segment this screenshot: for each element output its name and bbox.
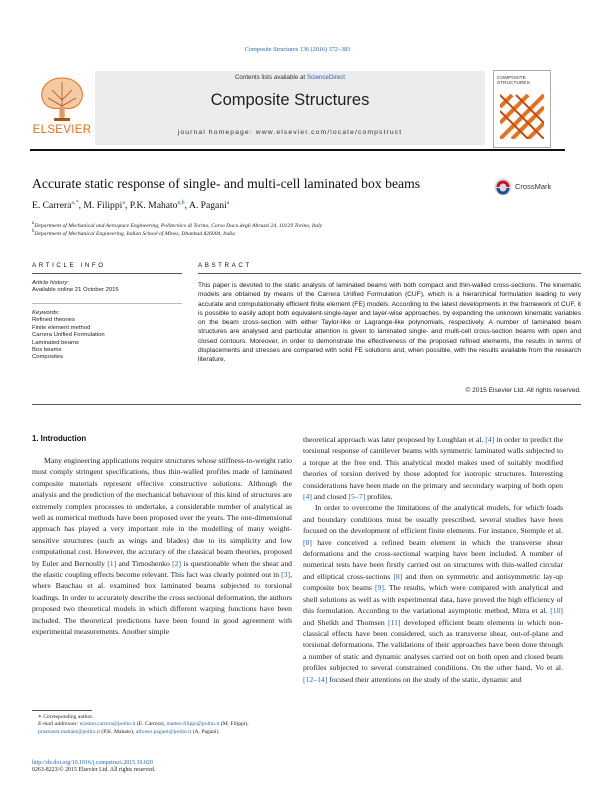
email-owner: (P.K. Mahato), <box>100 728 136 735</box>
keyword: Refined theories <box>32 317 75 324</box>
body-text: have conceived a refined beam element in which the transverse shear deformations and the cross-sectional warping have been included. A number of numerical tests have been firstly carried out on structures with thin-walled circular and elliptical cross-sections <box>303 537 563 581</box>
cover-pattern-icon <box>500 93 544 139</box>
citation-link[interactable]: [8] <box>303 537 312 547</box>
section-heading: 1. Introduction <box>32 434 87 443</box>
author-affiliation-mark[interactable]: a,b <box>177 200 185 206</box>
keyword: Box beams <box>32 347 62 354</box>
email-link[interactable]: alfonso.pagani@polito.it <box>135 728 192 735</box>
email-link[interactable]: prashanta.mahato@polito.it <box>38 728 101 735</box>
keyword: Composites <box>32 354 64 361</box>
citation-link[interactable]: [9] <box>375 583 384 593</box>
body-paragraph <box>303 502 563 685</box>
body-text: focused their attentions on the study of the static, dynamic and <box>327 674 522 684</box>
divider <box>32 404 581 405</box>
author-list <box>32 200 502 211</box>
body-text: profiles. <box>365 492 393 502</box>
footnote-rule <box>32 710 92 711</box>
keyword: Carrera Unified Formulation <box>32 332 105 339</box>
body-text: in order to predict the torsional response of cantilever beams with symmetric laminated walls subjected to a torque at the free end. This analytical model makes used of suitably modified theories of torsion derived by those adopted for isotropic structures. Interesting considerations have been made on the primary and secondary warping of both open <box>303 435 563 490</box>
author-name[interactable]: P.K. Mahato <box>129 200 178 212</box>
crossmark-icon <box>494 178 512 196</box>
citation-link[interactable]: [4] <box>303 492 312 502</box>
doi-link[interactable]: http://dx.doi.org/10.1016/j.compstruct.2015.10.020 <box>32 760 153 766</box>
author-affiliation-mark[interactable]: a <box>226 200 230 206</box>
author-name[interactable]: M. Filippi <box>83 200 123 212</box>
body-text: and then on symmetric and antisymmetric lay-up composite box beams <box>303 571 563 593</box>
history-label: Article history: <box>32 280 69 286</box>
body-text: is questionable when the shear and the elastic coupling effects become relevant. This fact was clearly pointed out in <box>32 558 293 580</box>
citation-link[interactable]: [11] <box>387 617 401 627</box>
citation-link[interactable]: [12–14] <box>303 674 328 684</box>
email-label: E-mail addresses: <box>38 721 79 728</box>
affiliation-mark: a <box>32 221 35 226</box>
author-affiliation-mark[interactable]: a,* <box>71 200 79 206</box>
email-owner: (A. Pagani). <box>191 728 220 735</box>
divider <box>198 273 581 274</box>
email-owner: (M. Filippi), <box>219 721 249 728</box>
header-rule <box>30 149 565 151</box>
cover-title: COMPOSITE STRUCTURES <box>497 76 530 86</box>
citation-link[interactable]: [1] <box>107 558 117 568</box>
footnote <box>32 714 294 736</box>
keywords-label: Keywords: <box>32 310 60 316</box>
body-left-column <box>32 455 292 638</box>
keywords-block <box>32 310 182 362</box>
email-owner: (E. Carrera), <box>135 721 167 728</box>
author-separator: , <box>124 200 130 212</box>
abstract-copyright: © 2015 Elsevier Ltd. All rights reserved. <box>465 387 581 394</box>
citation-link[interactable]: [4] <box>485 435 495 444</box>
elsevier-tree-icon <box>32 70 92 124</box>
affiliation-text: Department of Mechanical Engineering, Indian School of Mines, Dhanbad 826004, India <box>34 230 235 237</box>
body-text: and Sheikh and Thomsen <box>303 617 388 627</box>
journal-cover[interactable] <box>493 70 551 148</box>
doi-block <box>32 760 294 774</box>
body-text: , where Bauchau et al. examined box laminated beams subjected to torsional loadings. In order to accurately describe the cross sectional deformation, the authors proposed two theoretical models in which different warping functions have been included. The theoretical predictions have been found in good agreement with experimental measurements. Another simple <box>32 570 292 637</box>
citation-link[interactable]: [2] <box>172 558 182 568</box>
citation-link[interactable]: [3] <box>281 570 291 580</box>
affiliation-mark: b <box>32 229 35 234</box>
journal-title: Composite Structures <box>210 91 370 109</box>
body-text: developed efficient beam elements in which non-classical effects have been considered, such as transverse shear, out-of-plane and torsional deformations. The validations of their approaches have been done through a number of static and dynamic analyses carried out on both open and closed beam profiles subjected to several constrained conditions. On the other hand, Vo et al. <box>303 617 563 673</box>
citation-link[interactable]: [8] <box>393 571 403 581</box>
author-separator: , <box>184 200 189 212</box>
abstract-text: This paper is devoted to the static analysis of laminated beams with both compact and thin-walled cross-sections. The kinematic models are obtained by means of the Carrera Unified Formulation (CUF), which is a hierarchical formulation leading to very accurate and computationally efficient finite element (FE) models. According to the latest developments in the framework of CUF, it is possible to easily adopt both equivalent-single-layer and layer-wise approaches, by expanding the unknown kinematic variables on the beam cross-section with either Taylor-like or Lagrange-like polynomials, respectively. A number of laminated beam structures are analysed and particular attention is given to laminated single- and multi-cell cross-section beams with open and closed contours. Moreover, in order to demonstrate the effectiveness of the proposed refined elements, the results in terms of displacements and stresses are compared with solid FE solutions and, when possible, with the results available from the research literature. <box>198 282 581 364</box>
corresponding-author: ∗ Corresponding author. <box>38 714 94 720</box>
article-history <box>32 280 182 295</box>
divider <box>32 303 182 304</box>
journal-citation[interactable]: Composite Structures 136 (2016) 372–383 <box>244 46 351 53</box>
sciencedirect-link[interactable]: ScienceDirect <box>306 74 346 81</box>
citation-link[interactable]: [10] <box>550 606 563 616</box>
abstract-heading: ABSTRACT <box>198 262 252 269</box>
issn-copyright: 0263-8223/© 2015 Elsevier Ltd. All rights reserved. <box>32 767 156 774</box>
contents-prefix: Contents lists available at <box>234 74 307 81</box>
affiliation <box>32 229 552 237</box>
author-affiliation-mark[interactable]: a <box>122 200 125 206</box>
body-text: and Timoshenko <box>116 558 173 568</box>
article-info-heading: ARTICLE INFO <box>32 262 106 269</box>
body-text: In order to overcome the limitations of the analytical models, for which loads and boundary conditions must be usually prescribed, several studies have been focused on the development of efficient finite elements. For instance, Stemple et al. <box>303 503 563 536</box>
history-value: Available online 21 October 2015 <box>32 287 119 294</box>
email-list <box>32 721 294 736</box>
body-right-column <box>303 434 563 685</box>
email-link[interactable]: erasmo.carrera@polito.it <box>79 721 136 728</box>
article-title: Accurate static response of single- and multi-cell laminated box beams <box>32 176 421 191</box>
citation-link[interactable]: [5–7] <box>348 492 366 502</box>
keyword: Finite element method <box>32 324 91 331</box>
author-name[interactable]: E. Carrera <box>32 200 72 212</box>
affiliation <box>32 221 552 229</box>
email-link[interactable]: matteo.filippi@polito.it <box>166 721 220 728</box>
affiliation-text: Department of Mechanical and Aerospace Engineering, Politecnico di Torino, Corso Duca degli Abruzzi 24, 10129 Torino, Italy <box>34 222 323 229</box>
body-text: Many engineering applications require structures whose stiffness-to-weight ratio must comply stringent specifications, thus thin-walled profiles made of laminated composite materials represent effective constructive solutions. Although the analysis and the prediction of the mechanical behaviour of this kind of structures are extremely complex processes to undertake, a considerable number of analytical as well as numerical methods have been proposed over the years. The one-dimensional approach has played a very important role in the modelling of many weight-sensitive structures (such as wings and blades) due to its simplicity and low computational cost. However, the accuracy of the classical beam theories, proposed by Euler and Bernoully <box>32 456 292 568</box>
body-text: . The results, which were compared with analytical and shell solutions as well as with experimental data, have proved the high efficiency of this formulation. According to the variational asymptotic method, Mitra et al. <box>303 583 563 616</box>
journal-homepage[interactable]: journal homepage: www.elsevier.com/locate/compstruct <box>177 129 403 136</box>
contents-line <box>95 74 485 81</box>
divider <box>32 273 182 274</box>
author-name[interactable]: A. Pagani <box>188 200 227 212</box>
body-text: and closed <box>311 492 349 502</box>
crossmark-label: CrossMark <box>515 182 552 191</box>
author-separator: , <box>78 200 84 212</box>
crossmark-badge[interactable] <box>494 178 568 196</box>
body-text: theoretical approach was later proposed by Loughlan et al. <box>303 435 486 444</box>
publisher-name: ELSEVIER <box>32 124 92 136</box>
keyword: Laminated beams <box>32 339 79 346</box>
